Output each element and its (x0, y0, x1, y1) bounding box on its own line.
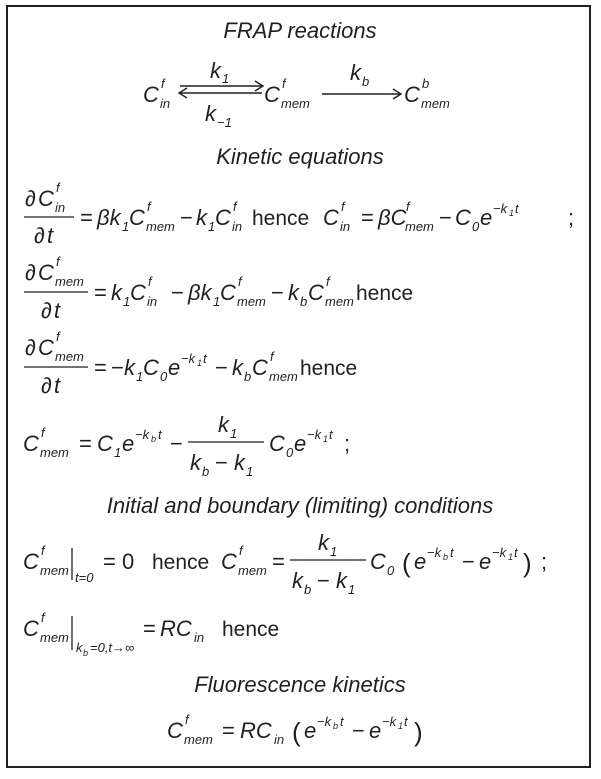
svg-text:mem: mem (238, 563, 267, 578)
svg-text:= 0: = 0 (103, 549, 135, 574)
svg-text:C: C (38, 186, 54, 211)
svg-text:−: − (317, 568, 330, 593)
svg-text:1: 1 (114, 445, 122, 460)
svg-text:−k: −k (492, 545, 507, 560)
svg-text:=: = (80, 205, 93, 230)
svg-text:k: k (292, 568, 303, 593)
svg-text:b: b (151, 434, 157, 444)
svg-text:mem: mem (269, 369, 298, 384)
svg-text:k: k (336, 568, 347, 593)
svg-text:mem: mem (40, 563, 69, 578)
svg-text:−: − (352, 718, 365, 743)
svg-text:(: ( (292, 717, 301, 747)
svg-text:e: e (369, 718, 382, 743)
svg-text:mem: mem (55, 349, 84, 364)
svg-text:−: − (439, 205, 452, 230)
svg-text:f: f (270, 349, 274, 364)
svg-text:1: 1 (213, 294, 221, 309)
svg-text:−k: −k (181, 351, 196, 366)
svg-text:e: e (294, 431, 307, 456)
svg-text:C: C (308, 280, 324, 305)
svg-text:C: C (143, 355, 159, 380)
svg-text:(: ( (402, 548, 411, 578)
svg-text:−: − (180, 205, 193, 230)
svg-text:−: − (462, 549, 475, 574)
svg-text:f: f (41, 610, 45, 625)
svg-text:=: = (361, 205, 374, 230)
svg-text:RC: RC (160, 616, 192, 641)
svg-text:e: e (304, 718, 317, 743)
svg-text:1: 1 (222, 71, 230, 86)
svg-text:βC: βC (378, 205, 407, 230)
svg-text:−: − (215, 355, 228, 380)
svg-text:−k: −k (135, 427, 150, 442)
svg-text:=: = (143, 616, 156, 641)
svg-text:t: t (203, 351, 207, 366)
svg-text:b: b (333, 721, 339, 731)
svg-text:1: 1 (230, 426, 238, 441)
svg-text:1: 1 (123, 294, 131, 309)
svg-text:−k: −k (382, 714, 397, 729)
svg-text:mem: mem (40, 630, 69, 645)
svg-text:f: f (148, 274, 152, 289)
svg-text:b: b (422, 76, 430, 91)
svg-text:=: = (79, 431, 92, 456)
svg-text:f: f (56, 254, 60, 269)
svg-text:−: − (170, 431, 183, 456)
svg-text:mem: mem (237, 294, 266, 309)
heading-initial-conditions: Initial and boundary (limiting) conditions (106, 493, 494, 518)
svg-text:−k: −k (307, 427, 322, 442)
heading-fluorescence-kinetics: Fluorescence kinetics (194, 672, 406, 697)
svg-text:): ) (523, 548, 532, 578)
species-c-mem-bound: C (404, 82, 420, 107)
svg-text:0: 0 (387, 563, 395, 578)
species-c-in: C (143, 82, 159, 107)
svg-text:hence: hence (356, 282, 414, 305)
svg-text:C: C (129, 205, 145, 230)
species-c-mem-free: C (264, 82, 280, 107)
svg-text:): ) (414, 717, 423, 747)
svg-text:C: C (97, 431, 113, 456)
svg-text:b: b (304, 582, 312, 597)
svg-text:1: 1 (136, 369, 144, 384)
svg-text:C: C (215, 205, 231, 230)
svg-text:k: k (232, 355, 243, 380)
rate-k1: k (210, 58, 221, 83)
svg-text:1: 1 (122, 219, 130, 234)
svg-text:in: in (55, 200, 66, 215)
svg-text:mem: mem (421, 96, 450, 111)
svg-text:;: ; (568, 205, 575, 230)
svg-text:C: C (269, 431, 285, 456)
svg-text:in: in (147, 294, 158, 309)
svg-text:f: f (326, 274, 330, 289)
svg-text:−: − (171, 280, 184, 305)
svg-text:−k: −k (427, 545, 442, 560)
svg-text:t: t (329, 427, 333, 442)
svg-text:=: = (272, 549, 285, 574)
svg-text:e: e (122, 431, 135, 456)
svg-text:e: e (168, 355, 181, 380)
svg-text:βk: βk (97, 205, 121, 230)
svg-text:k: k (111, 280, 122, 305)
svg-text:∂: ∂ (25, 260, 36, 285)
rate-k-minus1: k (205, 101, 216, 126)
svg-text:k: k (218, 412, 229, 437)
svg-text:C: C (23, 549, 39, 574)
svg-text:t: t (340, 714, 344, 729)
svg-text:mem: mem (146, 219, 175, 234)
svg-text:f: f (161, 76, 165, 91)
svg-text:hence: hence (252, 207, 310, 230)
svg-text:C: C (130, 280, 146, 305)
svg-text:in: in (194, 630, 205, 645)
svg-text:−: − (271, 280, 284, 305)
svg-text:C: C (323, 205, 339, 230)
svg-text:f: f (233, 199, 237, 214)
svg-text:mem: mem (281, 96, 310, 111)
heading-frap-reactions: FRAP reactions (223, 18, 377, 43)
svg-text:hence: hence (152, 551, 210, 574)
svg-text:mem: mem (405, 219, 434, 234)
svg-text:βk: βk (188, 280, 212, 305)
equation-3 (24, 329, 357, 398)
svg-text:mem: mem (40, 445, 69, 460)
svg-text:in: in (340, 219, 351, 234)
svg-text:t: t (450, 545, 454, 560)
svg-text:f: f (56, 329, 60, 344)
svg-text:t: t (514, 545, 518, 560)
svg-text:b: b (202, 464, 210, 479)
svg-text:∂: ∂ (41, 298, 52, 323)
svg-text:−k: −k (493, 201, 508, 216)
svg-text:t=0: t=0 (75, 570, 94, 585)
svg-text:in: in (160, 96, 171, 111)
svg-text:k: k (76, 640, 83, 655)
svg-text:b: b (244, 369, 252, 384)
svg-text:0: 0 (286, 445, 294, 460)
svg-text:t: t (54, 298, 61, 323)
svg-text:t: t (515, 201, 519, 216)
svg-text:C: C (252, 355, 268, 380)
svg-text:∂: ∂ (25, 335, 36, 360)
svg-text:∂: ∂ (41, 373, 52, 398)
svg-text:in: in (274, 732, 285, 747)
svg-text:−k: −k (317, 714, 332, 729)
svg-text:t: t (404, 714, 408, 729)
svg-text:f: f (41, 425, 45, 440)
svg-text:mem: mem (184, 732, 213, 747)
svg-text:−: − (215, 450, 228, 475)
svg-text:mem: mem (325, 294, 354, 309)
svg-text:f: f (41, 543, 45, 558)
svg-text:;: ; (541, 549, 548, 574)
svg-text:f: f (406, 199, 410, 214)
svg-text:f: f (341, 199, 345, 214)
svg-text:1: 1 (330, 544, 338, 559)
svg-text:t: t (54, 373, 61, 398)
svg-text:∂: ∂ (25, 186, 36, 211)
svg-text:1: 1 (246, 464, 254, 479)
equation-1 (24, 180, 574, 248)
svg-text:e: e (414, 549, 427, 574)
svg-text:mem: mem (55, 274, 84, 289)
svg-text:1: 1 (398, 721, 404, 731)
svg-text:C: C (220, 280, 236, 305)
svg-text:1: 1 (348, 582, 356, 597)
svg-text:1: 1 (509, 208, 515, 218)
svg-text:f: f (56, 180, 60, 195)
svg-text:−1: −1 (217, 115, 232, 130)
svg-text:1: 1 (323, 434, 329, 444)
svg-text:C: C (167, 718, 183, 743)
equation-5 (23, 530, 547, 597)
svg-text:C: C (221, 549, 237, 574)
equation-2 (24, 254, 413, 323)
svg-text:k: k (196, 205, 207, 230)
svg-text:in: in (232, 219, 243, 234)
equation-4 (23, 412, 350, 479)
svg-text:k: k (190, 450, 201, 475)
svg-text:f: f (282, 76, 286, 91)
svg-text:f: f (147, 199, 151, 214)
svg-text:k: k (124, 355, 135, 380)
svg-text:hence: hence (222, 618, 280, 641)
svg-text:hence: hence (300, 357, 358, 380)
svg-text:0: 0 (160, 369, 168, 384)
svg-text:C: C (23, 431, 39, 456)
svg-text:k: k (234, 450, 245, 475)
svg-text:C: C (38, 335, 54, 360)
svg-text:k: k (288, 280, 299, 305)
svg-text:f: f (239, 543, 243, 558)
svg-text:RC: RC (240, 718, 272, 743)
reaction-scheme (143, 58, 450, 130)
svg-text:C: C (38, 260, 54, 285)
svg-text:=: = (94, 280, 107, 305)
rate-kb: k (350, 60, 361, 85)
svg-text:=: = (222, 718, 235, 743)
svg-text:b: b (83, 648, 89, 658)
svg-text:∂: ∂ (34, 223, 45, 248)
svg-text:C: C (23, 616, 39, 641)
svg-text:1: 1 (208, 219, 216, 234)
equation-6 (23, 610, 279, 658)
svg-text:b: b (300, 294, 308, 309)
heading-kinetic-equations: Kinetic equations (216, 144, 384, 169)
svg-text:−: − (111, 355, 124, 380)
svg-text:0: 0 (472, 219, 480, 234)
svg-text:1: 1 (197, 358, 203, 368)
svg-text:f: f (185, 712, 189, 727)
svg-text:1: 1 (508, 552, 514, 562)
svg-text:t: t (47, 223, 54, 248)
svg-text:t: t (158, 427, 162, 442)
svg-text:b: b (362, 74, 370, 89)
svg-text:=: = (94, 355, 107, 380)
svg-text:b: b (443, 552, 449, 562)
svg-text:C: C (455, 205, 471, 230)
svg-text:k: k (318, 530, 329, 555)
svg-text:f: f (238, 274, 242, 289)
svg-text:;: ; (344, 431, 351, 456)
svg-text:e: e (480, 205, 493, 230)
equation-7 (167, 712, 423, 747)
svg-text:e: e (479, 549, 492, 574)
svg-text:=0,t→∞: =0,t→∞ (90, 640, 135, 655)
svg-text:C: C (370, 549, 386, 574)
